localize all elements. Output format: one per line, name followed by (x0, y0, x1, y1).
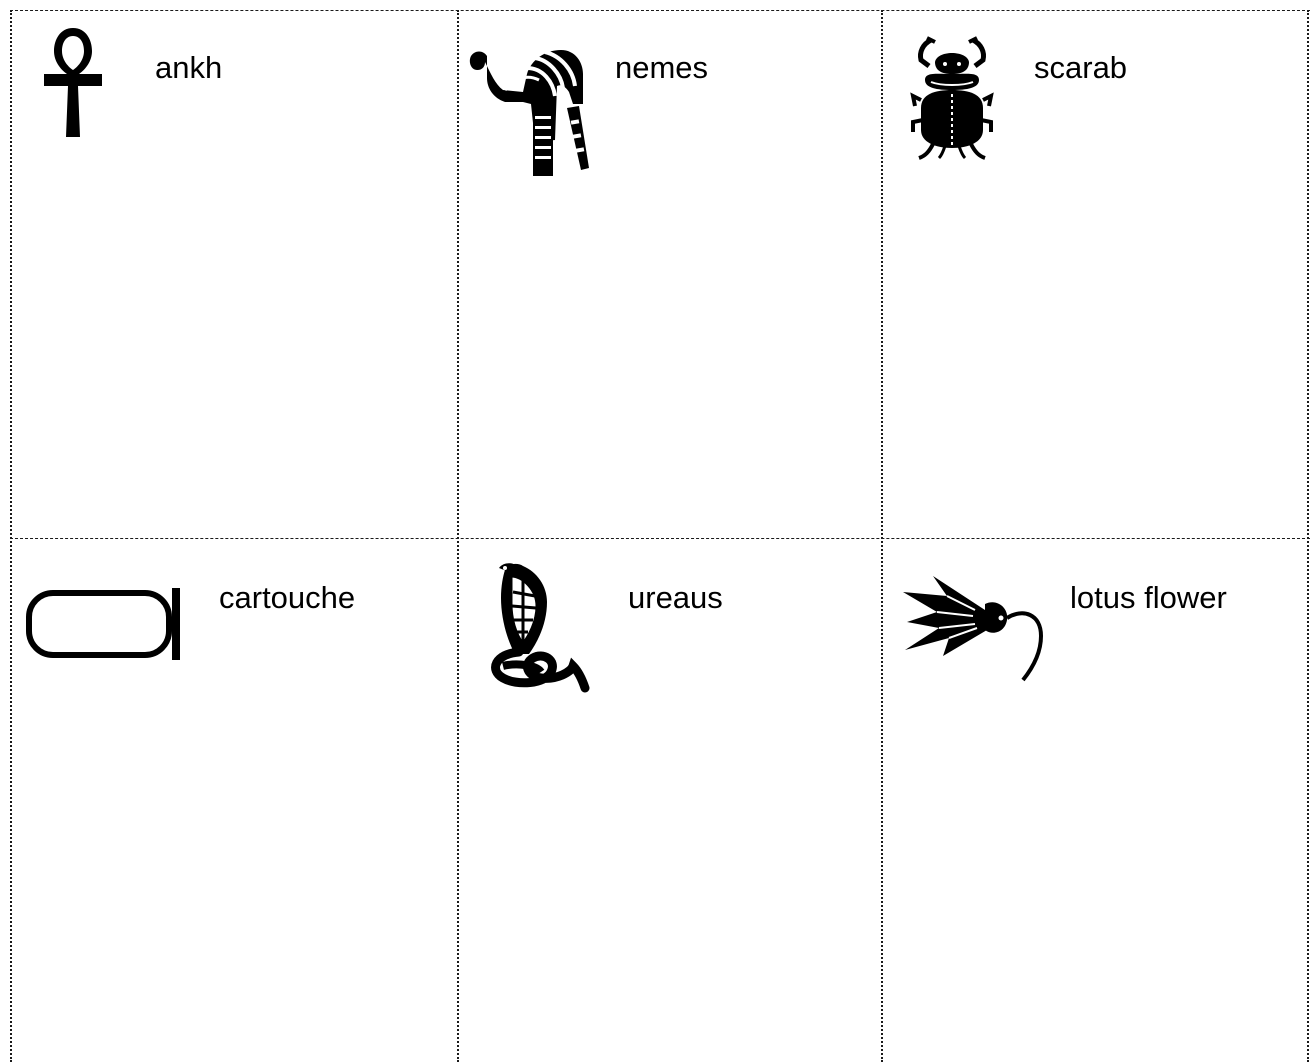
lotus-flower-icon (903, 574, 1043, 684)
card-label: scarab (1034, 50, 1128, 85)
cut-line-right (1307, 10, 1309, 1062)
card-label: cartouche (219, 580, 356, 615)
ankh-icon (40, 24, 106, 138)
card-label: ankh (155, 50, 223, 85)
cut-line-top (10, 10, 1310, 11)
card-label: nemes (615, 50, 709, 85)
card-nemes (459, 12, 881, 538)
card-ureaus (459, 540, 881, 1062)
scarab-icon (911, 36, 993, 160)
card-cartouche (12, 540, 457, 1062)
card-scarab (883, 12, 1307, 538)
card-label: ureaus (628, 580, 723, 615)
card-lotus-flower (883, 540, 1307, 1062)
card-label: lotus flower (1070, 580, 1227, 615)
cut-line-middle (10, 538, 1310, 539)
cartouche-icon (26, 588, 182, 660)
card-ankh (12, 12, 457, 538)
nemes-headdress-icon (465, 44, 587, 178)
cobra-icon (489, 562, 589, 692)
